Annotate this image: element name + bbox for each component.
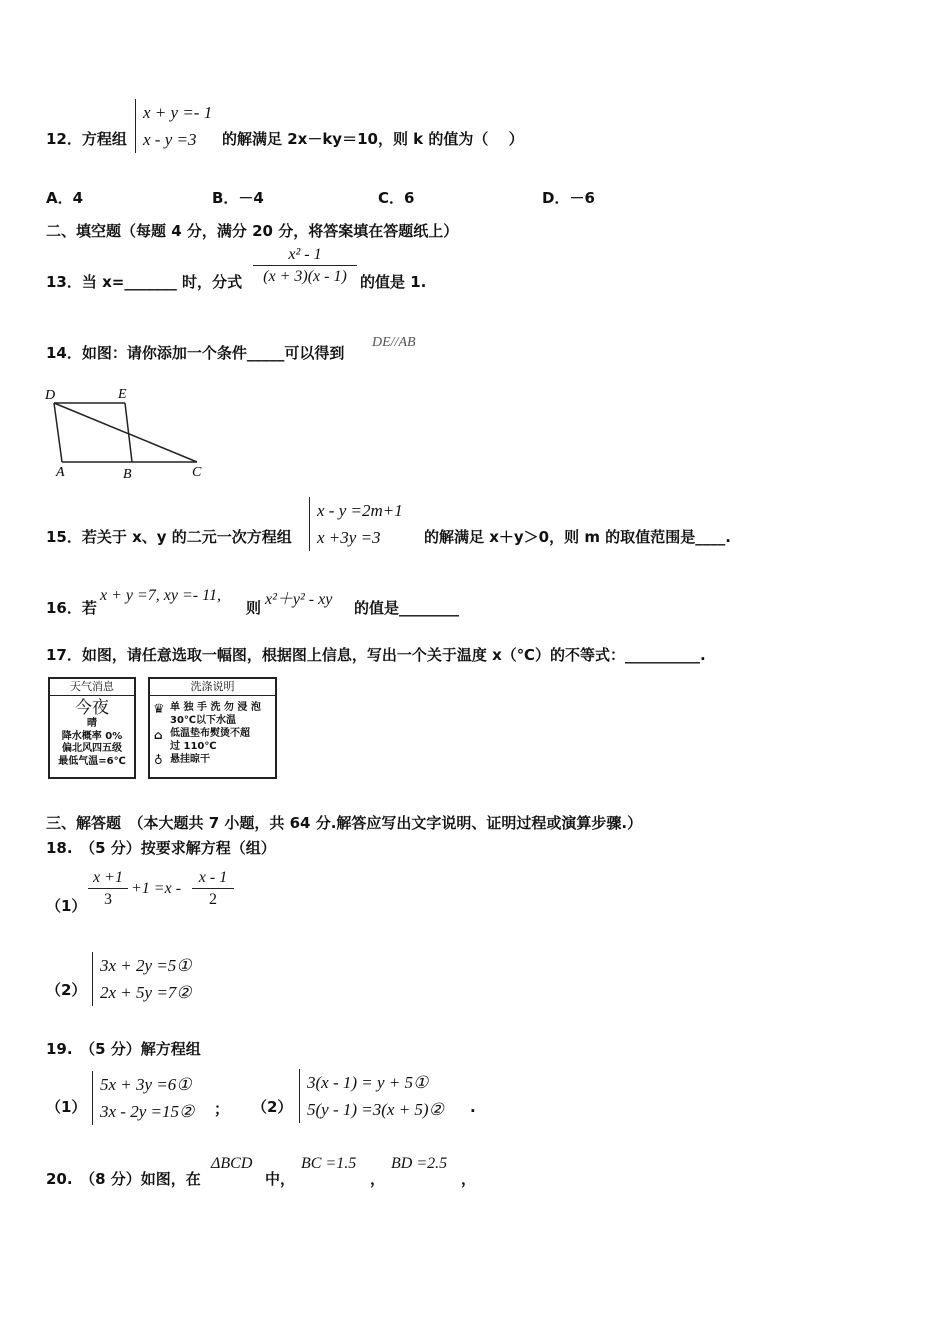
q20-bc: BC =1.5	[301, 1155, 357, 1172]
q18-part1-denominator2: 2	[209, 891, 217, 908]
weather-card	[48, 677, 136, 779]
q13-numerator: x² - 1	[253, 246, 357, 266]
q14-figure	[40, 383, 215, 483]
q15-eq1: x - y =2m+1	[317, 501, 403, 520]
q18-part1-fraction1	[88, 869, 128, 909]
q20-comma1: ，	[370, 1170, 386, 1188]
q18-part1-denominator1: 3	[104, 891, 112, 908]
q17-label: 17．如图，请任意选取一幅图，根据图上信息，写出一个关于温度 x（℃）的不等式：__________.	[46, 646, 706, 664]
q19-part2-system	[299, 1069, 444, 1123]
q16-expression: x²＋y² - xy	[265, 591, 333, 608]
q16-condition: x + y =7, xy =- 11,	[100, 587, 221, 604]
q20-triangle: ΔBCD	[211, 1155, 253, 1172]
wash-line-1: 单 独 手 洗 勿 浸 泡	[170, 702, 261, 713]
q14-expr: DE//AB	[372, 335, 416, 350]
weather-line-2: 降水概率 0%	[61, 730, 123, 742]
wash-line-4: 过 110℃	[170, 741, 217, 752]
weather-line-4: 最低气温=6℃	[58, 755, 126, 767]
wash-line-5: 悬挂晾干	[170, 754, 210, 765]
q14-label: 14．如图：请你添加一个条件_____可以得到	[46, 344, 345, 362]
q15-eq2: x +3y =3	[317, 528, 381, 547]
iron-icon: ⌂	[154, 728, 163, 742]
q12-option-a: A．4	[46, 189, 84, 207]
q18-part2-system	[92, 952, 192, 1006]
q19-separator: ；	[214, 1100, 230, 1118]
handwash-icon: ♛	[153, 702, 165, 717]
wash-line-2: 30℃以下水温	[170, 715, 237, 726]
q18-part1-numerator2: x - 1	[192, 869, 234, 889]
section-3-heading: 三、解答题 （本大题共 7 小题，共 64 分.解答应写出文字说明、证明过程或演算步骤.）	[46, 814, 643, 832]
q12-text: 的解满足 2x－ky＝10，则 k 的值为（ ）	[222, 130, 524, 148]
q16-text: 的值是________	[354, 599, 460, 617]
q14-point-b: B	[123, 467, 132, 482]
q12-label: 12．方程组	[46, 130, 127, 148]
q12-eq1: x + y =- 1	[143, 103, 213, 122]
q14-point-a: A	[56, 465, 65, 480]
q18-part1-fraction2	[192, 869, 234, 909]
q19-part1-label: （1）	[46, 1098, 87, 1116]
q20-bd: BD =2.5	[391, 1155, 448, 1172]
q13-fraction	[253, 246, 357, 286]
hang-dry-icon: ♁	[154, 753, 163, 767]
q14-point-d: D	[45, 388, 56, 403]
q18-part1-middle: +1 =x -	[131, 880, 182, 897]
q20-comma2: ，	[461, 1170, 477, 1188]
q18-part2-eq1: 3x + 2y =5①	[100, 956, 192, 975]
q19-part2-label: （2）	[252, 1098, 293, 1116]
weather-line-1: 晴	[87, 718, 97, 729]
q12-option-d: D．－6	[542, 189, 595, 207]
q16-label: 16．若	[46, 599, 97, 617]
q14-point-c: C	[192, 465, 202, 480]
q19-part2-eq2: 5(y - 1) =3(x + 5)②	[307, 1100, 444, 1119]
q19-part1-eq1: 5x + 3y =6①	[100, 1075, 192, 1094]
q16-then: 则	[246, 599, 262, 617]
weather-line-3: 偏北风四五级	[62, 743, 122, 754]
q13-denominator: (x + 3)(x - 1)	[263, 268, 347, 285]
q13-text: 的值是 1.	[360, 273, 427, 291]
q19-part1-system	[92, 1071, 194, 1125]
q15-label: 15．若关于 x、y 的二元一次方程组	[46, 528, 292, 546]
q15-text: 的解满足 x＋y＞0，则 m 的取值范围是____.	[424, 528, 731, 546]
q19-part1-eq2: 3x - 2y =15②	[100, 1102, 195, 1121]
q20-middle: 中，	[265, 1170, 296, 1188]
q12-option-b: B．－4	[212, 189, 264, 207]
q18-part1-label: （1）	[46, 897, 87, 915]
q19-label: 19. （5 分）解方程组	[46, 1040, 201, 1058]
q14-point-e: E	[118, 387, 127, 402]
q19-end: .	[470, 1098, 476, 1116]
q18-part2-eq2: 2x + 5y =7②	[100, 983, 192, 1002]
q19-part2-eq1: 3(x - 1) = y + 5①	[307, 1073, 429, 1092]
wash-card	[148, 677, 277, 779]
wash-card-header: 洗涤说明	[150, 679, 275, 696]
wash-line-3: 低温垫布熨烫不超	[170, 728, 250, 739]
q18-part1-numerator1: x +1	[88, 869, 128, 889]
q12-equation-system	[135, 99, 212, 153]
q13-label: 13．当 x=_______ 时，分式	[46, 273, 243, 291]
weather-card-header: 天气消息	[50, 679, 134, 696]
q18-part2-label: （2）	[46, 981, 87, 999]
q18-label: 18. （5 分）按要求解方程（组）	[46, 839, 276, 857]
weather-card-title: 今夜	[75, 698, 109, 718]
q15-equation-system	[309, 497, 403, 551]
q12-option-c: C．6	[378, 189, 415, 207]
q12-eq2: x - y =3	[143, 130, 197, 149]
section-2-heading: 二、填空题（每题 4 分，满分 20 分，将答案填在答题纸上）	[46, 222, 459, 240]
q20-label: 20. （8 分）如图，在	[46, 1170, 201, 1188]
